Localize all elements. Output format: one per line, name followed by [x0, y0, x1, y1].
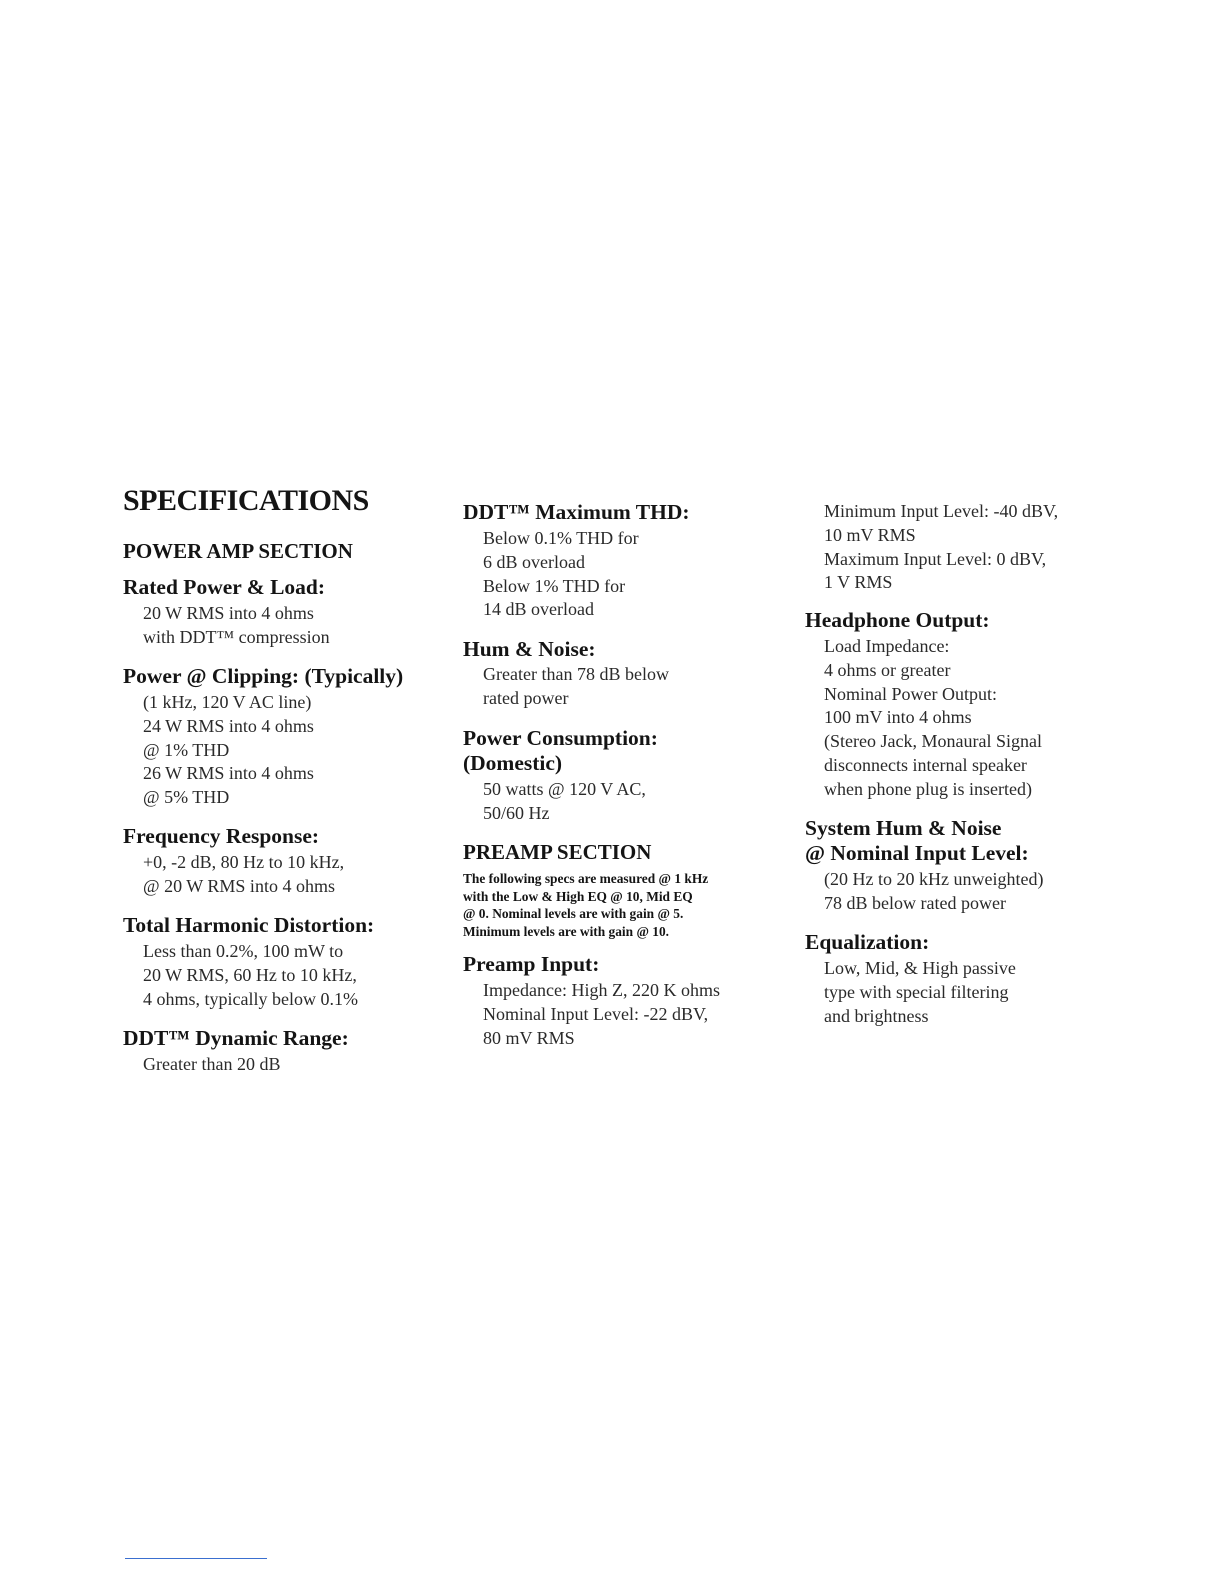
frequency-response-values	[143, 851, 344, 899]
spec-line: Low, Mid, & High passive	[824, 958, 1016, 978]
system-hum-noise-label: System Hum & Noise	[805, 816, 1002, 840]
ddt-dynamic-range-label: DDT™ Dynamic Range:	[123, 1026, 349, 1050]
spec-line: Nominal Input Level: -22 dBV,	[483, 1003, 709, 1024]
spec-line: with DDT™ compression	[143, 626, 330, 647]
spec-line: 78 dB below rated power	[824, 892, 1006, 913]
thd-values	[143, 940, 358, 1011]
spec-line: 14 dB overload	[483, 599, 594, 620]
spec-line: 50 watts @ 120 V AC,	[483, 779, 646, 799]
spec-line: @ 20 W RMS into 4 ohms	[143, 875, 335, 896]
rated-power-values	[143, 602, 330, 650]
spec-line: Greater than 78 dB below	[483, 664, 669, 684]
preamp-section-heading: PREAMP SECTION	[463, 840, 652, 864]
preamp-input-values	[483, 979, 720, 1050]
spec-line: 20 W RMS, 60 Hz to 10 kHz,	[143, 964, 357, 985]
ddt-max-thd-values	[483, 527, 639, 622]
spec-line: 4 ohms, typically below 0.1%	[143, 988, 358, 1009]
power-consumption-label: Power Consumption:	[463, 726, 658, 750]
note-line: with the Low & High EQ @ 10, Mid EQ	[463, 888, 693, 904]
preamp-input-continued-values	[824, 500, 1058, 595]
power-clipping-values	[143, 691, 314, 810]
preamp-input-label: Preamp Input:	[463, 952, 600, 976]
note-line: Minimum levels are with gain @ 10.	[463, 923, 669, 939]
note-line: The following specs are measured @ 1 kHz	[463, 871, 709, 886]
headphone-output-label: Headphone Output:	[805, 608, 990, 632]
power-consumption-label-domestic: (Domestic)	[463, 751, 563, 775]
spec-line: 1 V RMS	[824, 572, 893, 593]
spec-line: Load Impedance:	[824, 636, 950, 656]
spec-line: 4 ohms or greater	[824, 659, 951, 680]
spec-line: Below 1% THD for	[483, 575, 626, 596]
spec-line: 10 mV RMS	[824, 524, 916, 545]
spec-line: @ 1% THD	[143, 739, 230, 760]
spec-line: 80 mV RMS	[483, 1027, 575, 1048]
footer-rule	[125, 1558, 267, 1559]
equalization-values	[824, 957, 1016, 1028]
power-clipping-label: Power @ Clipping: (Typically)	[123, 664, 404, 688]
spec-line: 6 dB overload	[483, 551, 585, 572]
spec-line: 24 W RMS into 4 ohms	[143, 715, 314, 736]
spec-line: disconnects internal speaker	[824, 754, 1027, 775]
note-line: @ 0. Nominal levels are with gain @ 5.	[463, 906, 684, 921]
power-consumption-values	[483, 778, 646, 826]
ddt-max-thd-label: DDT™ Maximum THD:	[463, 500, 690, 524]
spec-line: Maximum Input Level: 0 dBV,	[824, 548, 1047, 569]
frequency-response-label: Frequency Response:	[123, 824, 320, 848]
rated-power-label: Rated Power & Load:	[123, 575, 326, 599]
power-amp-section-heading: POWER AMP SECTION	[123, 539, 353, 563]
spec-line: Below 0.1% THD for	[483, 528, 639, 548]
spec-line: 100 mV into 4 ohms	[824, 707, 972, 728]
spec-line: (Stereo Jack, Monaural Signal	[824, 731, 1042, 752]
hum-noise-label: Hum & Noise:	[463, 637, 596, 661]
spec-line: 20 W RMS into 4 ohms	[143, 603, 314, 623]
spec-line: when phone plug is inserted)	[824, 778, 1032, 799]
spec-line: +0, -2 dB, 80 Hz to 10 kHz,	[143, 852, 345, 872]
spec-line: and brightness	[824, 1005, 929, 1026]
hum-noise-values	[483, 663, 669, 711]
page-title: SPECIFICATIONS	[123, 484, 369, 517]
preamp-measurement-note	[463, 870, 783, 940]
spec-line: Nominal Power Output:	[824, 683, 997, 704]
spec-line: @ 5% THD	[143, 787, 230, 808]
system-hum-noise-label-level: @ Nominal Input Level:	[805, 841, 1029, 865]
spec-line: 50/60 Hz	[483, 802, 550, 823]
spec-line: 26 W RMS into 4 ohms	[143, 763, 314, 784]
ddt-dynamic-range-values	[143, 1053, 280, 1077]
system-hum-noise-values	[824, 868, 1043, 916]
spec-line: Impedance: High Z, 220 K ohms	[483, 980, 720, 1000]
spec-line: (20 Hz to 20 kHz unweighted)	[824, 869, 1044, 889]
headphone-output-values	[824, 635, 1042, 802]
thd-label: Total Harmonic Distortion:	[123, 913, 375, 937]
spec-line: Greater than 20 dB	[143, 1054, 281, 1074]
equalization-label: Equalization:	[805, 930, 930, 954]
spec-line: Minimum Input Level: -40 dBV,	[824, 501, 1059, 521]
spec-line: rated power	[483, 687, 569, 708]
spec-line: (1 kHz, 120 V AC line)	[143, 692, 312, 712]
spec-line: type with special filtering	[824, 981, 1009, 1002]
spec-line: Less than 0.2%, 100 mW to	[143, 941, 344, 961]
